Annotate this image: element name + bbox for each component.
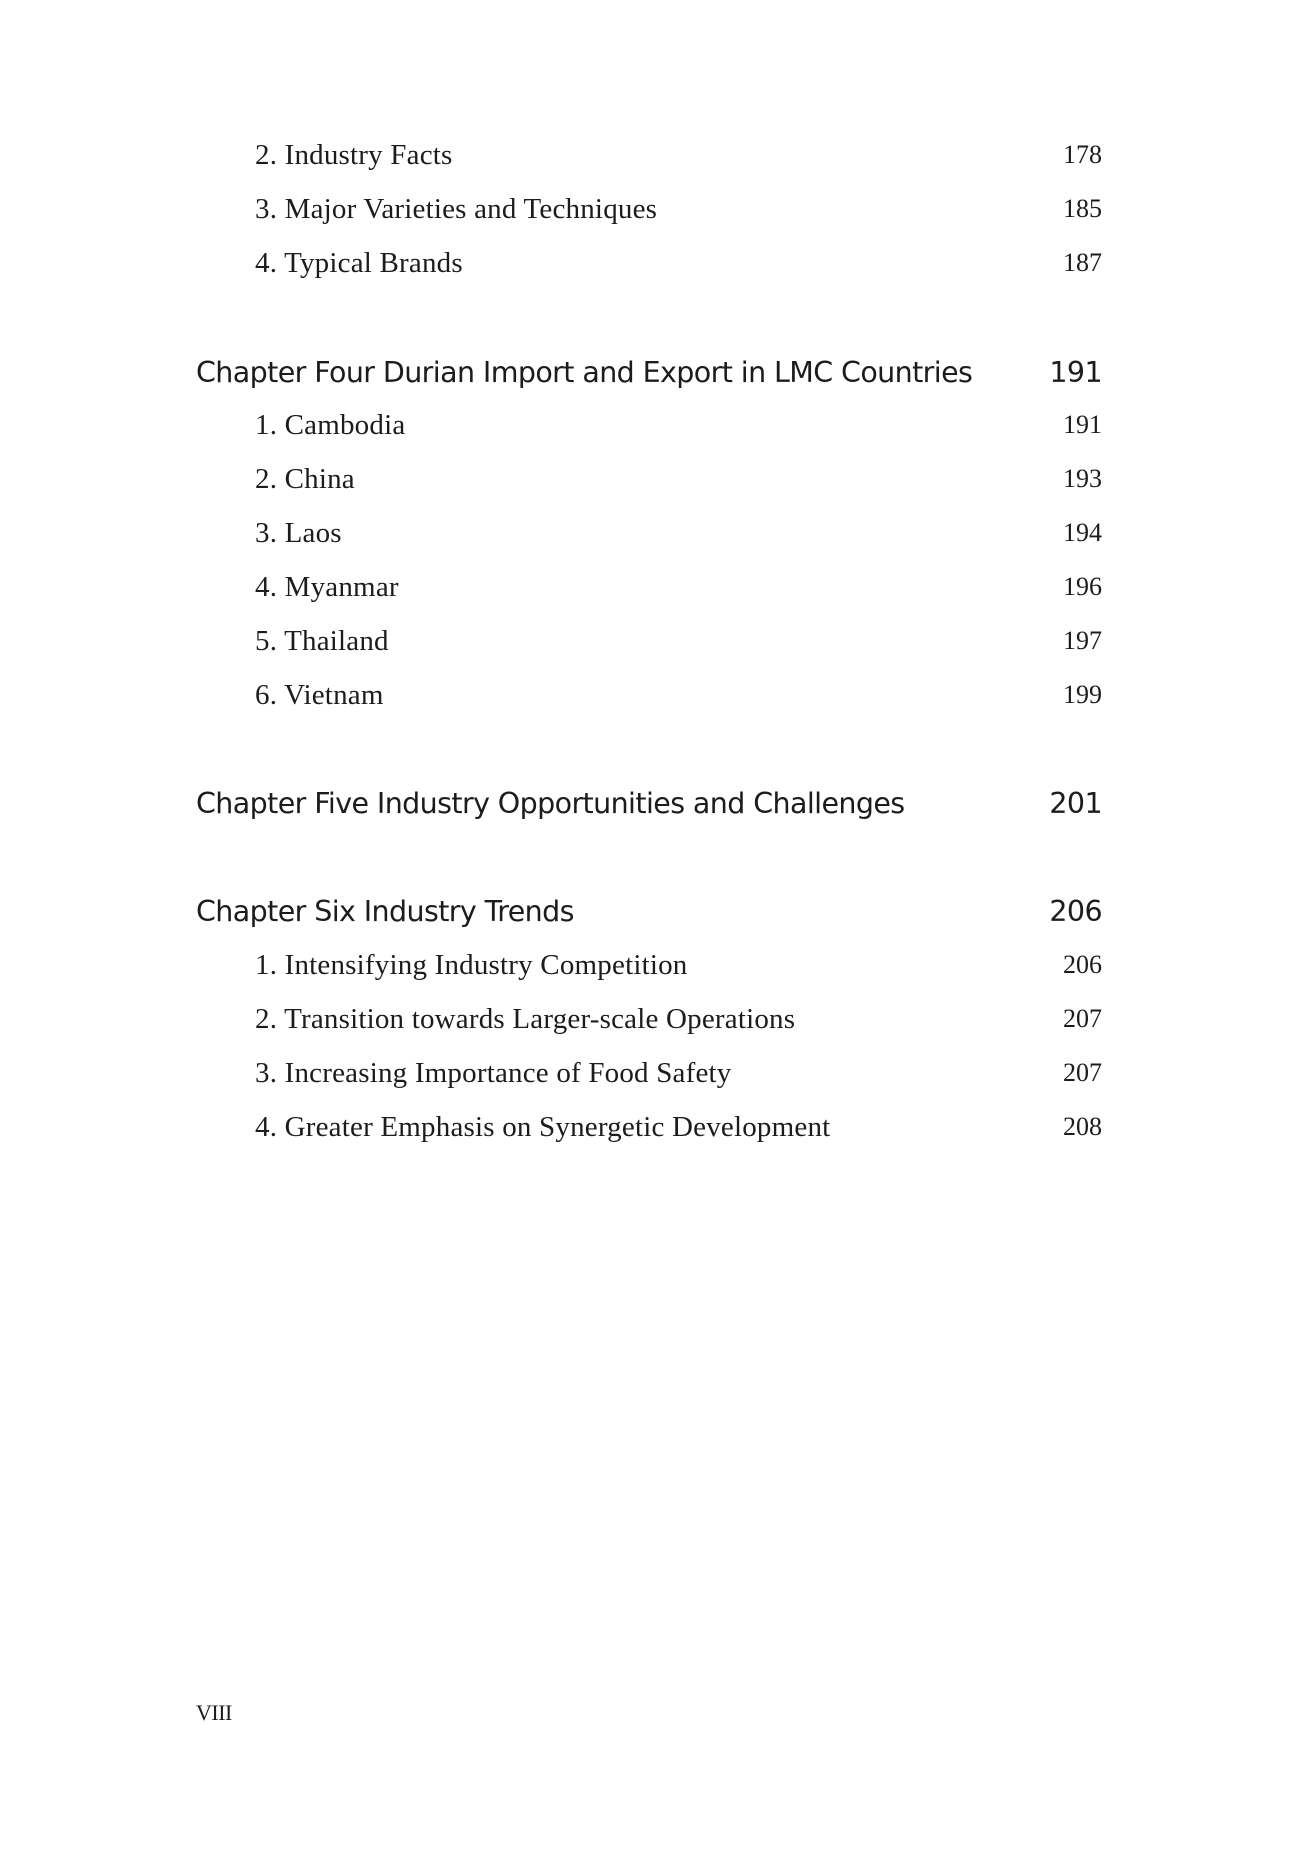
toc-entry-page: 196 [1063, 572, 1102, 601]
toc-entry-page: 178 [1063, 140, 1102, 169]
toc-entry-page: 199 [1063, 680, 1102, 709]
toc-entry-page: 197 [1063, 626, 1102, 655]
toc-entry-title: 1. Cambodia [255, 408, 406, 441]
toc-entry-page: 207 [1063, 1004, 1102, 1033]
toc-entry-laos[interactable] [255, 513, 1102, 553]
toc-entry-page: 193 [1063, 464, 1102, 493]
toc-entry-thailand[interactable] [255, 621, 1102, 661]
toc-entry-cambodia[interactable] [255, 405, 1102, 445]
chapter-page: 191 [1049, 355, 1102, 389]
toc-entry-food-safety[interactable] [255, 1053, 1102, 1093]
toc-entry-page: 191 [1063, 410, 1102, 439]
toc-entry-title: 4. Greater Emphasis on Synergetic Development [255, 1110, 831, 1143]
chapter-title: Chapter Five Industry Opportunities and Challenges [196, 786, 905, 820]
toc-chapter-four[interactable] [196, 352, 1102, 392]
toc-entry-synergetic[interactable] [255, 1107, 1102, 1147]
toc-entry-title: 3. Major Varieties and Techniques [255, 192, 658, 225]
toc-entry-title: 5. Thailand [255, 624, 389, 657]
toc-entry-industry-facts[interactable] [255, 135, 1102, 175]
toc-entry-competition[interactable] [255, 945, 1102, 985]
toc-entry-title: 6. Vietnam [255, 678, 384, 711]
chapter-page: 206 [1049, 894, 1102, 928]
toc-entry-page: 194 [1063, 518, 1102, 547]
chapter-page: 201 [1049, 786, 1102, 820]
toc-entry-china[interactable] [255, 459, 1102, 499]
page-number: VIII [196, 1700, 232, 1725]
toc-chapter-five[interactable] [196, 783, 1102, 823]
toc-chapter-six[interactable] [196, 891, 1102, 931]
toc-entry-title: 2. Industry Facts [255, 138, 453, 171]
toc-entry-page: 187 [1063, 248, 1102, 277]
toc-entry-title: 2. Transition towards Larger-scale Operations [255, 1002, 796, 1035]
toc-entry-title: 3. Increasing Importance of Food Safety [255, 1056, 732, 1089]
toc-entry-title: 4. Myanmar [255, 570, 399, 603]
toc-entry-myanmar[interactable] [255, 567, 1102, 607]
toc-entry-vietnam[interactable] [255, 675, 1102, 715]
toc-entry-title: 2. China [255, 462, 355, 495]
toc-entry-major-varieties[interactable] [255, 189, 1102, 229]
toc-entry-page: 208 [1063, 1112, 1102, 1141]
toc-entry-page: 185 [1063, 194, 1102, 223]
toc-entry-typical-brands[interactable] [255, 243, 1102, 283]
chapter-title: Chapter Four Durian Import and Export in LMC Countries [196, 355, 973, 389]
toc-entry-page: 207 [1063, 1058, 1102, 1087]
toc-entry-title: 3. Laos [255, 516, 342, 549]
toc-entry-larger-scale[interactable] [255, 999, 1102, 1039]
toc-entry-page: 206 [1063, 950, 1102, 979]
toc-entry-title: 4. Typical Brands [255, 246, 463, 279]
chapter-title: Chapter Six Industry Trends [196, 894, 574, 928]
toc-entry-title: 1. Intensifying Industry Competition [255, 948, 688, 981]
